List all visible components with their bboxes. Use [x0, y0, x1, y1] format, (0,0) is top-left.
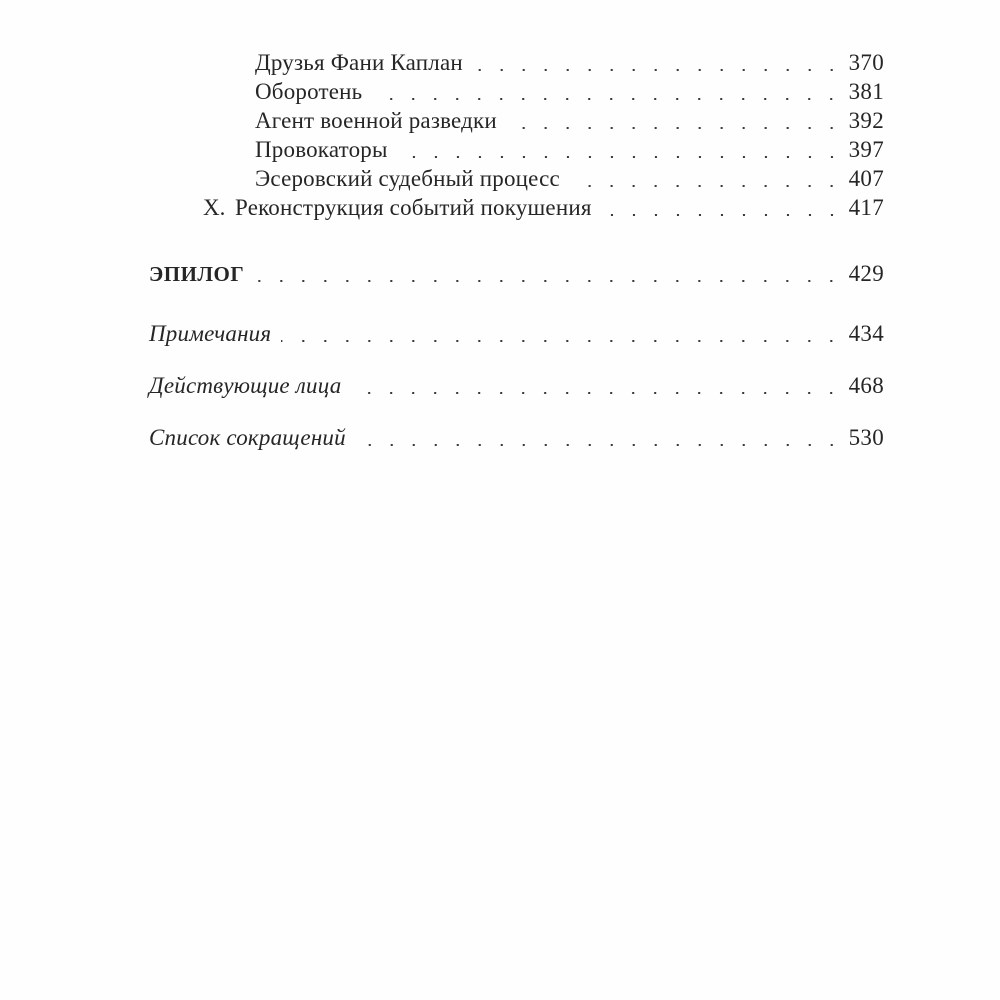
toc-entry: [255, 47, 884, 79]
toc-epilogue-entry: [149, 258, 884, 290]
epilogue-title: ЭПИЛОГ: [149, 262, 245, 286]
dot-leader: [254, 280, 842, 282]
toc-entry-page: 370: [848, 50, 884, 75]
toc-entry: [255, 76, 884, 108]
toc-entry-title: Список сокращений: [149, 425, 346, 450]
toc-entry: [255, 105, 884, 137]
toc-entry-page: 397: [848, 137, 884, 162]
chapter-number: X.: [203, 195, 226, 220]
toc-entry-page: 417: [848, 195, 884, 220]
toc-entry: [255, 163, 884, 195]
toc-entry-page: 434: [848, 321, 884, 346]
toc-chapter-entry: [203, 192, 884, 224]
toc-entry-page: 407: [848, 166, 884, 191]
dot-leader: [507, 127, 843, 129]
dot-leader: [372, 98, 842, 100]
toc-entry-title: Действующие лица: [149, 373, 342, 398]
toc-entry-page: 429: [848, 261, 884, 286]
toc-entry: [255, 134, 884, 166]
toc-entry-title: Друзья Фани Каплан: [255, 50, 463, 75]
dot-leader: [281, 340, 842, 342]
toc-back-matter-entry: [149, 318, 884, 350]
toc-entry-title: Агент военной разведки: [255, 108, 497, 133]
dot-leader: [473, 69, 843, 71]
toc-entry-title: Оборотень: [255, 79, 363, 104]
toc-back-matter-entry: [149, 422, 884, 454]
toc-back-matter-entry: [149, 370, 884, 402]
toc-entry-title: Примечания: [149, 321, 272, 346]
toc-entry-title: Реконструкция событий покушения: [235, 195, 592, 220]
dot-leader: [570, 185, 843, 187]
dot-leader: [351, 392, 842, 394]
toc-entry-title: Эсеровский судебный процесс: [255, 166, 560, 191]
toc-entry-page: 392: [848, 108, 884, 133]
dot-leader: [356, 444, 843, 446]
dot-leader: [602, 214, 843, 216]
toc-entry-title: Провокаторы: [255, 137, 388, 162]
dot-leader: [398, 156, 843, 158]
toc-entry-page: 381: [848, 79, 884, 104]
toc-entry-page: 468: [848, 373, 884, 398]
toc-entry-page: 530: [848, 425, 884, 450]
